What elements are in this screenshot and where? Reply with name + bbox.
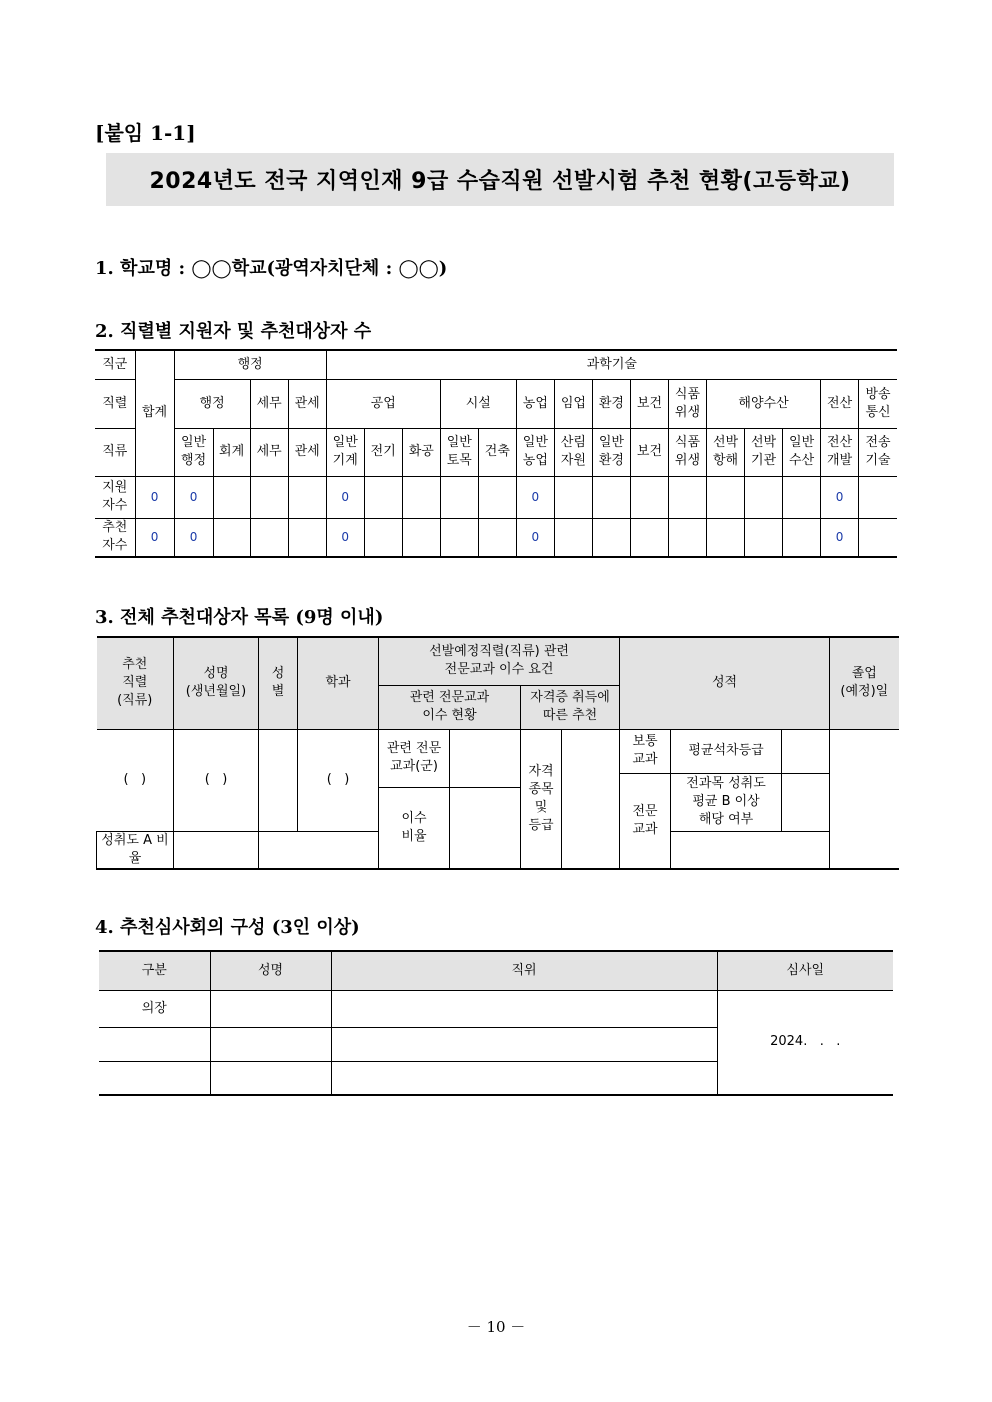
sub-certificate: 자격 종목 및 등급: [521, 729, 562, 869]
header-review-date: 심사일: [717, 951, 893, 990]
header-category: 구분: [99, 951, 210, 990]
cell-certificate: [562, 729, 620, 869]
applicant-count-cell: [592, 476, 630, 518]
class-cell: 세무: [250, 428, 288, 476]
class-cell: 산림 자원: [554, 428, 592, 476]
applicant-count-cell: [478, 476, 516, 518]
applicant-count-cell: [745, 476, 783, 518]
document-title-box: [106, 153, 894, 206]
applicant-count-cell: [859, 476, 897, 518]
col-graduation: 졸업 (예정)일: [830, 637, 899, 729]
cell-graduation: [830, 729, 899, 869]
recommended-count-cell: [707, 518, 745, 557]
recommended-count-cell: 0: [135, 518, 174, 557]
series-cell: 전산: [821, 379, 859, 428]
committee-row-position: [331, 990, 717, 1027]
applicant-count-cell: 0: [326, 476, 364, 518]
applicant-count-cell: 0: [821, 476, 859, 518]
class-cell: 일반 환경: [592, 428, 630, 476]
recommended-count-cell: [630, 518, 668, 557]
col-sex: 성 별: [259, 637, 298, 729]
recommended-count-cell: [592, 518, 630, 557]
series-cell: 방송 통신: [859, 379, 897, 428]
applicant-count-cell: 0: [135, 476, 174, 518]
row-label-group: 직군: [95, 350, 135, 379]
applicant-count-cell: 0: [516, 476, 554, 518]
col-name: 성명 (생년월일): [174, 637, 259, 729]
recommended-count-cell: [745, 518, 783, 557]
class-cell: 일반 농업: [516, 428, 554, 476]
cell-grade-a: [174, 831, 259, 869]
page-number: － 10 －: [466, 1318, 526, 1336]
recommended-count-cell: [859, 518, 897, 557]
series-cell: 환경: [592, 379, 630, 428]
section-1-school-name: 1. 학교명 : ◯◯학교(광역자치단체 : ◯◯): [95, 258, 448, 279]
cell-series: ( ): [97, 729, 174, 831]
col-requirements: 선발예정직렬(직류) 관련 전문교과 이수 요건: [379, 637, 620, 685]
header-position: 직위: [331, 951, 717, 990]
group-admin: 행정: [174, 350, 326, 379]
class-cell: 건축: [478, 428, 516, 476]
grade-avg-rank: 평균석차등급: [671, 729, 782, 773]
recommended-count-cell: [440, 518, 478, 557]
applicant-count-cell: [440, 476, 478, 518]
sub-related-subject: 관련 전문 교과(군): [379, 729, 450, 787]
applicant-count-cell: [402, 476, 440, 518]
sub-special-subject: 전문 교과: [620, 773, 671, 869]
applicant-count-cell: [250, 476, 288, 518]
committee-row-position: [331, 1061, 717, 1095]
class-cell: 일반 토목: [440, 428, 478, 476]
series-cell: 행정: [174, 379, 250, 428]
attachment-label: [붙임 1-1]: [95, 121, 196, 145]
col-req-related: 관련 전문교과 이수 현황: [379, 685, 521, 729]
total-header: 합계: [135, 350, 174, 476]
recommended-count-cell: [668, 518, 706, 557]
col-recommend-series: 추천 직렬 (직류): [97, 637, 174, 729]
committee-row-name: [210, 990, 331, 1027]
committee-row-position: [331, 1027, 717, 1061]
applicant-count-cell: [288, 476, 326, 518]
applicant-count-cell: [554, 476, 592, 518]
col-department: 학과: [298, 637, 379, 729]
series-cell: 해양수산: [707, 379, 821, 428]
cell-name: ( ): [174, 729, 259, 831]
committee-row-role: 의장: [99, 990, 210, 1027]
review-date: 2024. . .: [717, 990, 893, 1095]
class-cell: 선박 기관: [745, 428, 783, 476]
col-req-cert: 자격증 취득에 따른 추천: [521, 685, 620, 729]
row-label-class: 직류: [95, 428, 135, 476]
series-cell: 농업: [516, 379, 554, 428]
recommended-count-cell: 0: [821, 518, 859, 557]
sub-general-subject: 보통 교과: [620, 729, 671, 773]
document-title: 2024년도 전국 지역인재 9급 수습직원 선발시험 추천 현황(고등학교): [149, 169, 851, 194]
sub-ratio: 이수 비율: [379, 787, 450, 869]
class-cell: 화공: [402, 428, 440, 476]
class-cell: 선박 항해: [707, 428, 745, 476]
applicant-count-cell: [783, 476, 821, 518]
series-cell: 보건: [630, 379, 668, 428]
recommended-count-cell: 0: [174, 518, 213, 557]
cell-sex: [259, 729, 298, 831]
row-label-recommended: 추천 자수: [95, 518, 135, 557]
section-3-heading: 3. 전체 추천대상자 목록 (9명 이내): [95, 607, 384, 628]
class-cell: 일반 수산: [783, 428, 821, 476]
cell-related-subject: [450, 729, 521, 787]
series-cell: 식품 위생: [668, 379, 706, 428]
group-science-tech: 과학기술: [326, 350, 897, 379]
recommended-count-cell: [364, 518, 402, 557]
committee-row-role: [99, 1061, 210, 1095]
col-grades: 성적: [620, 637, 830, 729]
cell-department: ( ): [298, 729, 379, 831]
section-2-heading: 2. 직렬별 지원자 및 추천대상자 수: [95, 321, 372, 342]
class-cell: 전산 개발: [821, 428, 859, 476]
class-cell: 관세: [288, 428, 326, 476]
class-cell: 전기: [364, 428, 402, 476]
applicant-count-cell: [364, 476, 402, 518]
committee-table: [99, 950, 893, 1096]
grade-a-ratio: 성취도 A 비율: [97, 831, 174, 869]
series-cell: 임업: [554, 379, 592, 428]
class-cell: 식품 위생: [668, 428, 706, 476]
class-cell: 회계: [213, 428, 250, 476]
series-cell: 시설: [440, 379, 516, 428]
cell-grade-avg: [782, 729, 830, 773]
applicant-count-cell: [668, 476, 706, 518]
applicants-table: [95, 349, 897, 558]
class-cell: 일반 기계: [326, 428, 364, 476]
series-cell: 공업: [326, 379, 440, 428]
row-label-applicants: 지원 자수: [95, 476, 135, 518]
series-cell: 관세: [288, 379, 326, 428]
recommended-count-cell: [783, 518, 821, 557]
grade-all-b: 전과목 성취도 평균 B 이상 해당 여부: [671, 773, 782, 831]
applicant-count-cell: [707, 476, 745, 518]
cell-grade-all-b: [782, 773, 830, 831]
committee-row-name: [210, 1027, 331, 1061]
recommended-count-cell: [554, 518, 592, 557]
class-cell: 일반 행정: [174, 428, 213, 476]
cell-ratio: [450, 787, 521, 869]
applicant-count-cell: 0: [174, 476, 213, 518]
applicant-count-cell: [630, 476, 668, 518]
recommended-count-cell: [478, 518, 516, 557]
class-cell: 전송 기술: [859, 428, 897, 476]
row-label-series: 직렬: [95, 379, 135, 428]
recommended-count-cell: [250, 518, 288, 557]
recommended-count-cell: [213, 518, 250, 557]
class-cell: 보건: [630, 428, 668, 476]
series-cell: 세무: [250, 379, 288, 428]
recommended-count-cell: [288, 518, 326, 557]
recommended-list-table: [96, 636, 899, 870]
committee-row-name: [210, 1061, 331, 1095]
recommended-count-cell: 0: [516, 518, 554, 557]
committee-row-role: [99, 1027, 210, 1061]
header-name: 성명: [210, 951, 331, 990]
recommended-count-cell: 0: [326, 518, 364, 557]
applicant-count-cell: [213, 476, 250, 518]
section-4-heading: 4. 추천심사회의 구성 (3인 이상): [95, 917, 360, 938]
recommended-count-cell: [402, 518, 440, 557]
